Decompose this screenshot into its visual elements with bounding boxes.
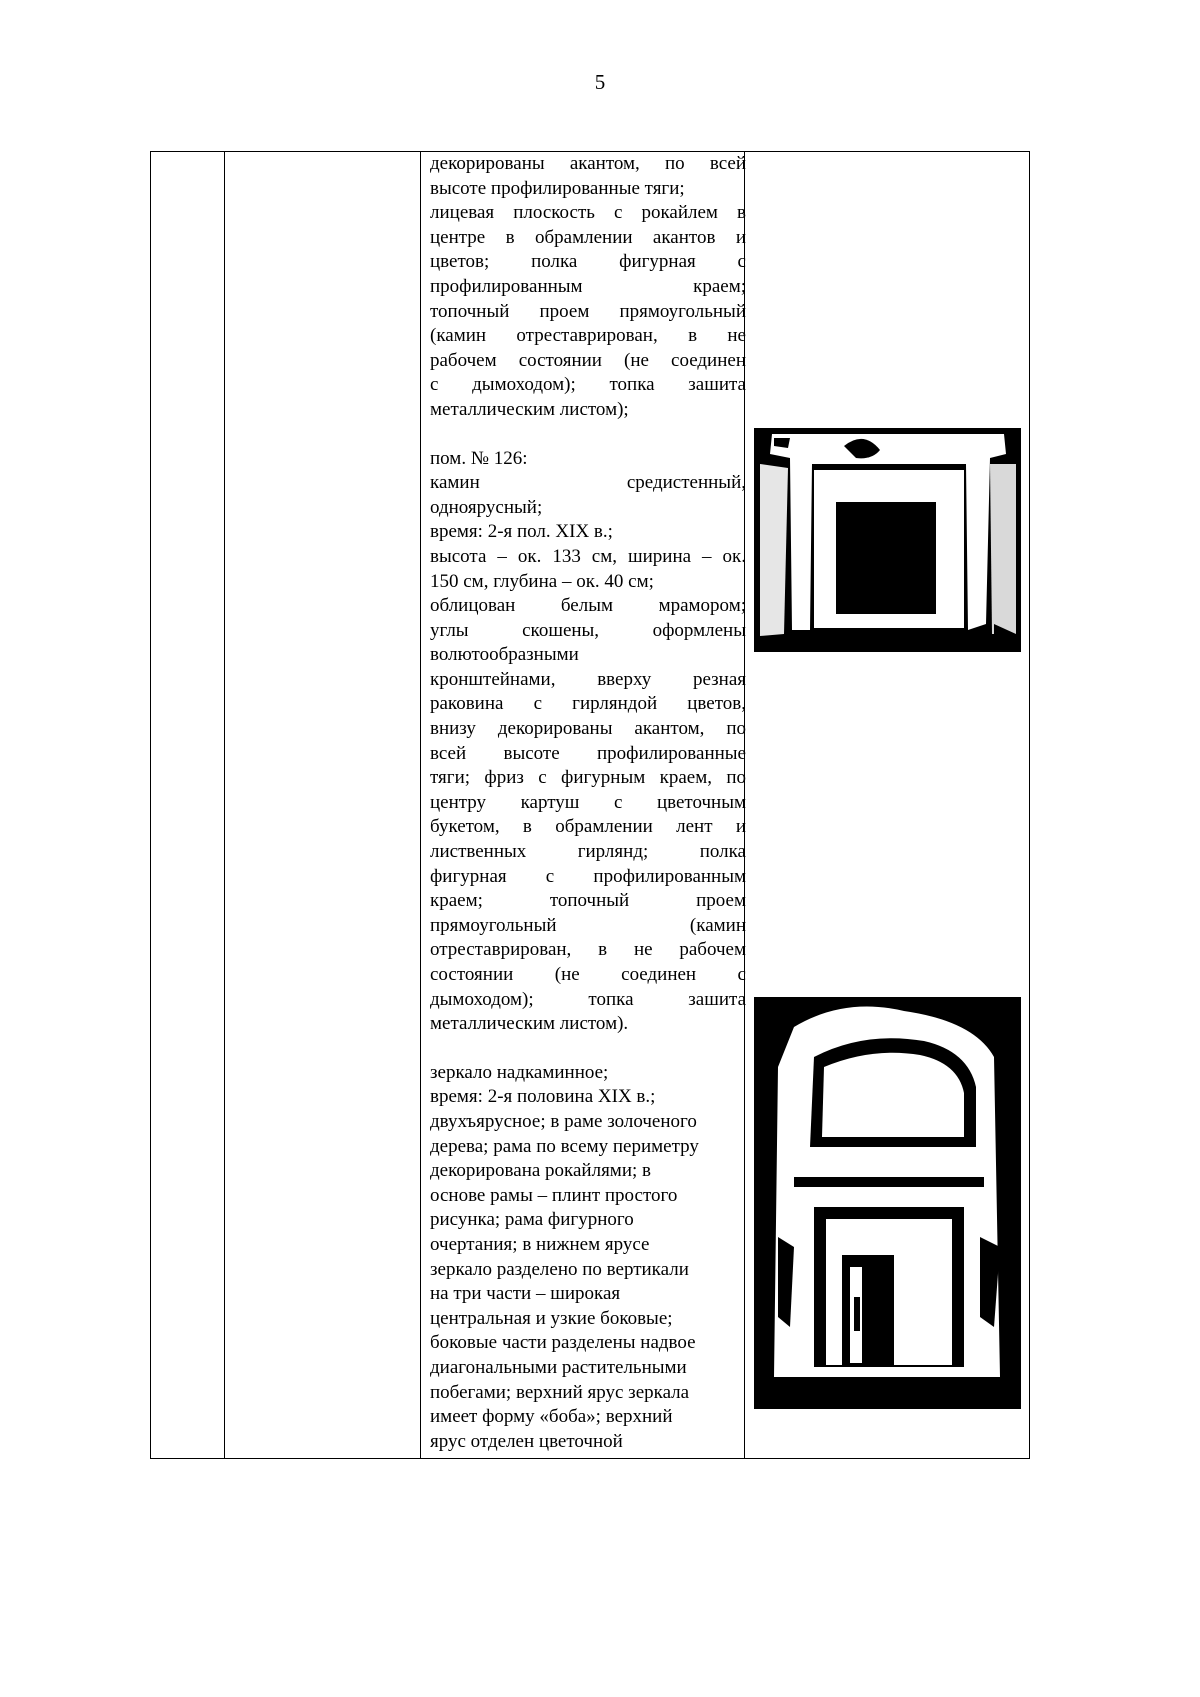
text-line: лиственных гирлянд; полка [430,841,746,863]
text-line: ярус отделен цветочной [430,1430,623,1452]
text-line: высота – ок. 133 см, ширина – ок. [430,545,746,567]
text-line: зеркало разделено по вертикали [430,1258,689,1280]
text-line: высоте профилированные тяги; [430,177,685,199]
text-line: основе рамы – плинт простого [430,1184,678,1206]
text-line: топочный проем прямоугольный [430,300,746,322]
text-line: тяги; фриз с фигурным краем, по [430,767,746,789]
text-line: лицевая плоскость с рокайлем в [430,202,746,224]
text-line: имеет форму «боба»; верхний [430,1406,673,1428]
text-line: дымоходом); топка зашита [430,988,746,1010]
text-line: центре в обрамлении акантов и [430,226,746,248]
text-line: побегами; верхний ярус зеркала [430,1381,690,1403]
text-line: профилированным краем; [430,275,746,297]
column-divider [224,152,225,1458]
text-line: время: 2-я половина XIX в.; [430,1086,656,1108]
text-line: кронштейнами, вверху резная [430,668,746,690]
text-line: дерева; рама по всему периметру [430,1135,699,1157]
text-line: декорирована рокайлями; в [430,1160,651,1182]
text-line: всей высоте профилированные [430,742,746,764]
text-line: прямоугольный (камин [430,914,746,936]
text-line: очертания; в нижнем ярусе [430,1233,650,1255]
text-line: одноярусный; [430,496,543,518]
text-line: рисунка; рама фигурного [430,1209,634,1231]
text-line: зеркало надкаминное; [430,1061,609,1083]
text-line: пом. № 126: [430,447,528,469]
text-line: декорированы акантом, по всей [430,153,746,174]
page-number: 5 [594,70,606,94]
text-line: облицован белым мрамором; [430,595,746,617]
text-line: на три части – широкая [430,1283,621,1305]
text-line: цветов; полка фигурная с [430,251,746,273]
text-line: внизу декорированы акантом, по [430,718,746,740]
text-line: с дымоходом); топка зашита [430,374,746,396]
text-line: букетом, в обрамлении лент и [430,816,746,838]
text-line: рабочем состоянии (не соединен [430,349,746,371]
fireplace-room-126-description [430,447,746,1037]
column-divider [420,152,421,1458]
text-line: краем; топочный проем [430,890,746,912]
text-line: камин средистенный, [430,472,746,494]
overmantel-mirror-description [430,1061,746,1455]
text-line: (камин отреставрирован, в не [430,325,746,347]
text-line: боковые части разделены надвое [430,1332,696,1354]
text-line: центральная и узкие боковые; [430,1307,673,1329]
text-line: двухъярусное; в раме золоченого [430,1110,697,1132]
fireplace-photo [754,424,1021,652]
text-line: фигурная с профилированным [430,865,746,887]
data-table [150,151,1030,1459]
text-line: раковина с гирляндой цветов, [430,693,746,715]
text-line: состоянии (не соединен с [430,964,746,985]
text-line: волютообразными [430,644,579,666]
text-line: 150 см, глубина – ок. 40 см; [430,570,654,592]
description-cell [430,152,746,1454]
mirror-photo [754,997,1021,1409]
text-line: диагональными растительными [430,1356,687,1378]
text-line: металлическим листом). [430,1013,629,1035]
text-line: время: 2-я пол. XIX в.; [430,521,613,543]
text-line: металлическим листом); [430,398,629,420]
fireplace-description-continued [430,152,746,423]
text-line: центру картуш с цветочным [430,791,746,813]
text-line: углы скошены, оформлены [430,619,746,641]
text-line: отреставрирован, в не рабочем [430,939,746,961]
